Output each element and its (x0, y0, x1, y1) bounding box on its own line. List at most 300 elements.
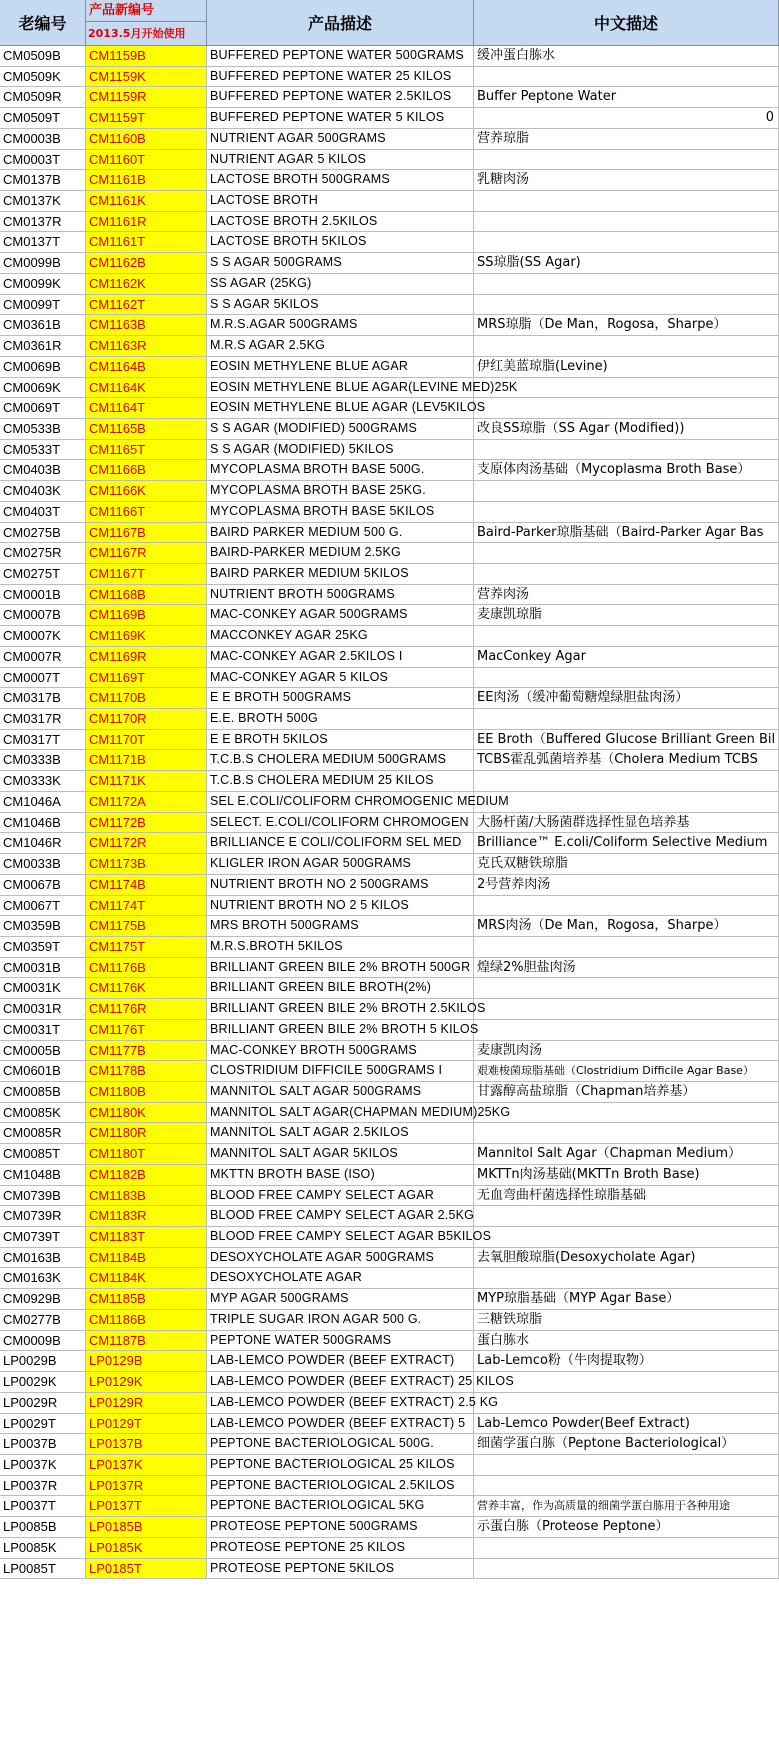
cell-product-desc[interactable] (207, 108, 474, 129)
cell-new-code[interactable] (86, 1310, 207, 1331)
cell-new-code[interactable] (86, 191, 207, 212)
cell-new-code[interactable] (86, 1186, 207, 1207)
cell-old-code[interactable] (0, 1206, 86, 1227)
cell-new-code[interactable] (86, 1372, 207, 1393)
cell-new-code[interactable] (86, 1414, 207, 1435)
cell-product-desc[interactable] (207, 1393, 499, 1414)
cell-old-code[interactable] (0, 668, 86, 689)
cell-new-code[interactable] (86, 1517, 207, 1538)
cell-old-code[interactable] (0, 709, 86, 730)
cell-product-desc[interactable] (207, 875, 474, 896)
cell-old-code[interactable] (0, 813, 86, 834)
cell-chinese-desc[interactable] (474, 1165, 779, 1186)
cell-chinese-desc[interactable] (474, 1144, 779, 1165)
cell-chinese-desc[interactable] (474, 523, 779, 544)
cell-chinese-desc[interactable] (474, 833, 779, 854)
cell-chinese-desc[interactable] (474, 336, 779, 357)
cell-old-code[interactable] (0, 937, 86, 958)
cell-old-code[interactable] (0, 336, 86, 357)
cell-chinese-desc[interactable] (474, 357, 779, 378)
cell-new-code[interactable] (86, 67, 207, 88)
cell-new-code[interactable] (86, 833, 207, 854)
cell-new-code[interactable] (86, 1496, 207, 1517)
cell-chinese-desc[interactable] (474, 1020, 779, 1041)
cell-new-code[interactable] (86, 1061, 207, 1082)
cell-old-code[interactable] (0, 232, 86, 253)
header-old-code[interactable] (0, 0, 86, 46)
cell-chinese-desc[interactable] (474, 605, 779, 626)
cell-chinese-desc[interactable] (474, 792, 779, 813)
cell-product-desc[interactable] (207, 274, 474, 295)
cell-chinese-desc[interactable] (474, 813, 779, 834)
cell-product-desc[interactable] (207, 170, 474, 191)
cell-new-code[interactable] (86, 170, 207, 191)
cell-new-code[interactable] (86, 1144, 207, 1165)
cell-product-desc[interactable] (207, 605, 474, 626)
cell-chinese-desc[interactable] (474, 1476, 779, 1497)
cell-chinese-desc[interactable] (474, 1517, 779, 1538)
cell-new-code[interactable] (86, 440, 207, 461)
cell-chinese-desc[interactable] (474, 585, 779, 606)
cell-new-code[interactable] (86, 896, 207, 917)
cell-old-code[interactable] (0, 999, 86, 1020)
cell-product-desc[interactable] (207, 150, 474, 171)
cell-new-code[interactable] (86, 626, 207, 647)
cell-new-code[interactable] (86, 1331, 207, 1352)
cell-product-desc[interactable] (207, 336, 474, 357)
cell-chinese-desc[interactable] (474, 1041, 779, 1062)
cell-product-desc[interactable] (207, 543, 474, 564)
cell-new-code[interactable] (86, 212, 207, 233)
cell-product-desc[interactable] (207, 709, 474, 730)
cell-old-code[interactable] (0, 419, 86, 440)
cell-chinese-desc[interactable] (474, 150, 779, 171)
cell-chinese-desc[interactable] (474, 1351, 779, 1372)
cell-old-code[interactable] (0, 67, 86, 88)
cell-new-code[interactable] (86, 916, 207, 937)
cell-new-code[interactable] (86, 129, 207, 150)
cell-product-desc[interactable] (207, 523, 474, 544)
cell-new-code[interactable] (86, 274, 207, 295)
cell-new-code[interactable] (86, 1206, 207, 1227)
cell-old-code[interactable] (0, 1414, 86, 1435)
cell-new-code[interactable] (86, 1041, 207, 1062)
cell-new-code[interactable] (86, 1227, 207, 1248)
cell-new-code[interactable] (86, 1123, 207, 1144)
cell-new-code[interactable] (86, 1268, 207, 1289)
cell-product-desc[interactable] (207, 833, 474, 854)
cell-chinese-desc[interactable] (474, 46, 779, 67)
cell-chinese-desc[interactable] (474, 1061, 779, 1082)
cell-old-code[interactable] (0, 1103, 86, 1124)
cell-old-code[interactable] (0, 170, 86, 191)
cell-old-code[interactable] (0, 108, 86, 129)
cell-old-code[interactable] (0, 1517, 86, 1538)
cell-chinese-desc[interactable] (474, 854, 779, 875)
cell-new-code[interactable] (86, 1020, 207, 1041)
cell-product-desc[interactable] (207, 1020, 479, 1041)
cell-new-code[interactable] (86, 1538, 207, 1559)
cell-product-desc[interactable] (207, 1455, 474, 1476)
cell-new-code[interactable] (86, 978, 207, 999)
cell-chinese-desc[interactable] (474, 1331, 779, 1352)
cell-product-desc[interactable] (207, 937, 474, 958)
cell-chinese-desc[interactable] (474, 232, 779, 253)
cell-product-desc[interactable] (207, 1206, 474, 1227)
cell-old-code[interactable] (0, 1165, 86, 1186)
cell-new-code[interactable] (86, 295, 207, 316)
cell-new-code[interactable] (86, 605, 207, 626)
cell-old-code[interactable] (0, 543, 86, 564)
cell-old-code[interactable] (0, 916, 86, 937)
cell-chinese-desc[interactable] (474, 1123, 779, 1144)
cell-product-desc[interactable] (207, 585, 474, 606)
cell-old-code[interactable] (0, 87, 86, 108)
cell-new-code[interactable] (86, 1393, 207, 1414)
cell-new-code[interactable] (86, 481, 207, 502)
cell-new-code[interactable] (86, 937, 207, 958)
cell-chinese-desc[interactable] (474, 191, 779, 212)
cell-old-code[interactable] (0, 440, 86, 461)
cell-chinese-desc[interactable] (474, 916, 779, 937)
cell-old-code[interactable] (0, 398, 86, 419)
cell-product-desc[interactable] (207, 1434, 474, 1455)
cell-new-code[interactable] (86, 108, 207, 129)
cell-old-code[interactable] (0, 854, 86, 875)
cell-product-desc[interactable] (207, 1123, 474, 1144)
cell-product-desc[interactable] (207, 1186, 474, 1207)
cell-chinese-desc[interactable] (474, 419, 779, 440)
cell-chinese-desc[interactable] (474, 647, 779, 668)
cell-chinese-desc[interactable] (474, 1268, 779, 1289)
cell-old-code[interactable] (0, 274, 86, 295)
cell-product-desc[interactable] (207, 813, 474, 834)
cell-new-code[interactable] (86, 460, 207, 481)
cell-old-code[interactable] (0, 1268, 86, 1289)
cell-old-code[interactable] (0, 295, 86, 316)
cell-new-code[interactable] (86, 709, 207, 730)
cell-chinese-desc[interactable] (474, 1186, 779, 1207)
cell-old-code[interactable] (0, 647, 86, 668)
header-new-code[interactable] (86, 0, 207, 46)
cell-chinese-desc[interactable] (474, 1496, 779, 1517)
cell-chinese-desc[interactable] (474, 688, 779, 709)
cell-product-desc[interactable] (207, 1372, 514, 1393)
cell-chinese-desc[interactable] (474, 87, 779, 108)
cell-product-desc[interactable] (207, 647, 474, 668)
cell-chinese-desc[interactable] (474, 274, 779, 295)
cell-chinese-desc[interactable] (474, 170, 779, 191)
cell-product-desc[interactable] (207, 1268, 474, 1289)
cell-new-code[interactable] (86, 378, 207, 399)
cell-chinese-desc[interactable] (474, 398, 779, 419)
cell-chinese-desc[interactable] (474, 378, 779, 399)
cell-new-code[interactable] (86, 792, 207, 813)
cell-chinese-desc[interactable] (474, 1227, 779, 1248)
cell-product-desc[interactable] (207, 1082, 474, 1103)
cell-product-desc[interactable] (207, 129, 474, 150)
cell-product-desc[interactable] (207, 67, 474, 88)
cell-new-code[interactable] (86, 771, 207, 792)
cell-new-code[interactable] (86, 1351, 207, 1372)
header-product-desc[interactable] (207, 0, 474, 46)
cell-chinese-desc[interactable] (474, 730, 779, 751)
cell-chinese-desc[interactable] (474, 999, 779, 1020)
cell-old-code[interactable] (0, 771, 86, 792)
cell-chinese-desc[interactable] (474, 315, 779, 336)
cell-product-desc[interactable] (207, 295, 474, 316)
cell-old-code[interactable] (0, 1061, 86, 1082)
cell-new-code[interactable] (86, 1455, 207, 1476)
cell-product-desc[interactable] (207, 978, 474, 999)
cell-new-code[interactable] (86, 688, 207, 709)
cell-product-desc[interactable] (207, 440, 474, 461)
cell-product-desc[interactable] (207, 460, 474, 481)
cell-chinese-desc[interactable] (474, 1414, 779, 1435)
cell-old-code[interactable] (0, 378, 86, 399)
cell-old-code[interactable] (0, 150, 86, 171)
cell-product-desc[interactable] (207, 1227, 492, 1248)
cell-product-desc[interactable] (207, 916, 474, 937)
cell-old-code[interactable] (0, 1538, 86, 1559)
cell-old-code[interactable] (0, 978, 86, 999)
cell-old-code[interactable] (0, 750, 86, 771)
cell-old-code[interactable] (0, 1476, 86, 1497)
cell-new-code[interactable] (86, 419, 207, 440)
cell-old-code[interactable] (0, 1559, 86, 1580)
cell-old-code[interactable] (0, 1393, 86, 1414)
cell-old-code[interactable] (0, 605, 86, 626)
cell-old-code[interactable] (0, 523, 86, 544)
cell-product-desc[interactable] (207, 1289, 474, 1310)
cell-old-code[interactable] (0, 1020, 86, 1041)
cell-chinese-desc[interactable] (474, 440, 779, 461)
cell-new-code[interactable] (86, 46, 207, 67)
cell-new-code[interactable] (86, 999, 207, 1020)
cell-product-desc[interactable] (207, 688, 474, 709)
cell-product-desc[interactable] (207, 668, 474, 689)
cell-product-desc[interactable] (207, 958, 474, 979)
cell-old-code[interactable] (0, 1310, 86, 1331)
cell-new-code[interactable] (86, 1476, 207, 1497)
cell-new-code[interactable] (86, 232, 207, 253)
cell-chinese-desc[interactable] (474, 626, 779, 647)
cell-new-code[interactable] (86, 1082, 207, 1103)
cell-old-code[interactable] (0, 875, 86, 896)
cell-chinese-desc[interactable] (474, 108, 779, 129)
cell-new-code[interactable] (86, 398, 207, 419)
cell-old-code[interactable] (0, 626, 86, 647)
cell-chinese-desc[interactable] (474, 1538, 779, 1559)
cell-chinese-desc[interactable] (474, 709, 779, 730)
cell-product-desc[interactable] (207, 1103, 511, 1124)
cell-old-code[interactable] (0, 792, 86, 813)
cell-new-code[interactable] (86, 523, 207, 544)
cell-product-desc[interactable] (207, 1310, 474, 1331)
cell-new-code[interactable] (86, 1559, 207, 1580)
cell-product-desc[interactable] (207, 419, 474, 440)
cell-old-code[interactable] (0, 460, 86, 481)
cell-product-desc[interactable] (207, 750, 474, 771)
cell-chinese-desc[interactable] (474, 564, 779, 585)
cell-product-desc[interactable] (207, 398, 486, 419)
cell-new-code[interactable] (86, 730, 207, 751)
cell-product-desc[interactable] (207, 626, 474, 647)
cell-chinese-desc[interactable] (474, 1559, 779, 1580)
cell-chinese-desc[interactable] (474, 481, 779, 502)
cell-new-code[interactable] (86, 854, 207, 875)
cell-product-desc[interactable] (207, 378, 518, 399)
cell-chinese-desc[interactable] (474, 1455, 779, 1476)
cell-new-code[interactable] (86, 502, 207, 523)
cell-chinese-desc[interactable] (474, 875, 779, 896)
cell-chinese-desc[interactable] (474, 1289, 779, 1310)
cell-product-desc[interactable] (207, 1476, 474, 1497)
cell-chinese-desc[interactable] (474, 212, 779, 233)
cell-chinese-desc[interactable] (474, 771, 779, 792)
cell-chinese-desc[interactable] (474, 129, 779, 150)
cell-old-code[interactable] (0, 1331, 86, 1352)
cell-new-code[interactable] (86, 647, 207, 668)
cell-new-code[interactable] (86, 585, 207, 606)
cell-product-desc[interactable] (207, 771, 474, 792)
cell-chinese-desc[interactable] (474, 502, 779, 523)
cell-chinese-desc[interactable] (474, 295, 779, 316)
cell-product-desc[interactable] (207, 1517, 474, 1538)
cell-new-code[interactable] (86, 253, 207, 274)
cell-product-desc[interactable] (207, 212, 474, 233)
cell-new-code[interactable] (86, 150, 207, 171)
cell-old-code[interactable] (0, 564, 86, 585)
cell-old-code[interactable] (0, 1248, 86, 1269)
cell-new-code[interactable] (86, 813, 207, 834)
cell-chinese-desc[interactable] (474, 1393, 779, 1414)
cell-new-code[interactable] (86, 564, 207, 585)
cell-new-code[interactable] (86, 315, 207, 336)
cell-old-code[interactable] (0, 1351, 86, 1372)
cell-product-desc[interactable] (207, 1496, 474, 1517)
cell-new-code[interactable] (86, 357, 207, 378)
cell-new-code[interactable] (86, 1103, 207, 1124)
cell-old-code[interactable] (0, 46, 86, 67)
cell-old-code[interactable] (0, 315, 86, 336)
cell-old-code[interactable] (0, 357, 86, 378)
cell-new-code[interactable] (86, 543, 207, 564)
cell-product-desc[interactable] (207, 1559, 474, 1580)
cell-chinese-desc[interactable] (474, 543, 779, 564)
cell-new-code[interactable] (86, 87, 207, 108)
cell-product-desc[interactable] (207, 191, 474, 212)
cell-chinese-desc[interactable] (474, 978, 779, 999)
cell-old-code[interactable] (0, 896, 86, 917)
cell-chinese-desc[interactable] (474, 958, 779, 979)
cell-product-desc[interactable] (207, 730, 474, 751)
cell-new-code[interactable] (86, 1289, 207, 1310)
cell-product-desc[interactable] (207, 315, 474, 336)
cell-old-code[interactable] (0, 1227, 86, 1248)
cell-chinese-desc[interactable] (474, 1372, 779, 1393)
cell-old-code[interactable] (0, 129, 86, 150)
cell-new-code[interactable] (86, 1434, 207, 1455)
cell-product-desc[interactable] (207, 87, 474, 108)
cell-old-code[interactable] (0, 1496, 86, 1517)
cell-product-desc[interactable] (207, 1351, 474, 1372)
cell-old-code[interactable] (0, 1123, 86, 1144)
cell-product-desc[interactable] (207, 1144, 474, 1165)
cell-product-desc[interactable] (207, 502, 474, 523)
cell-chinese-desc[interactable] (474, 253, 779, 274)
cell-product-desc[interactable] (207, 1041, 474, 1062)
cell-old-code[interactable] (0, 1186, 86, 1207)
cell-product-desc[interactable] (207, 481, 474, 502)
cell-product-desc[interactable] (207, 1331, 474, 1352)
cell-old-code[interactable] (0, 1082, 86, 1103)
cell-chinese-desc[interactable] (474, 1082, 779, 1103)
cell-chinese-desc[interactable] (474, 896, 779, 917)
cell-old-code[interactable] (0, 1434, 86, 1455)
cell-old-code[interactable] (0, 1144, 86, 1165)
cell-old-code[interactable] (0, 585, 86, 606)
cell-product-desc[interactable] (207, 1538, 474, 1559)
cell-chinese-desc[interactable] (474, 460, 779, 481)
cell-product-desc[interactable] (207, 1165, 474, 1186)
cell-new-code[interactable] (86, 668, 207, 689)
cell-old-code[interactable] (0, 481, 86, 502)
cell-chinese-desc[interactable] (474, 67, 779, 88)
cell-old-code[interactable] (0, 730, 86, 751)
cell-product-desc[interactable] (207, 232, 474, 253)
cell-old-code[interactable] (0, 958, 86, 979)
cell-new-code[interactable] (86, 1165, 207, 1186)
cell-new-code[interactable] (86, 875, 207, 896)
cell-old-code[interactable] (0, 688, 86, 709)
cell-chinese-desc[interactable] (474, 937, 779, 958)
cell-chinese-desc[interactable] (474, 750, 779, 771)
cell-chinese-desc[interactable] (474, 1248, 779, 1269)
cell-product-desc[interactable] (207, 253, 474, 274)
cell-product-desc[interactable] (207, 564, 474, 585)
cell-product-desc[interactable] (207, 1248, 474, 1269)
cell-product-desc[interactable] (207, 854, 474, 875)
cell-new-code[interactable] (86, 750, 207, 771)
cell-old-code[interactable] (0, 502, 86, 523)
cell-chinese-desc[interactable] (474, 1206, 779, 1227)
cell-old-code[interactable] (0, 1455, 86, 1476)
cell-product-desc[interactable] (207, 46, 474, 67)
cell-product-desc[interactable] (207, 792, 509, 813)
cell-old-code[interactable] (0, 253, 86, 274)
cell-new-code[interactable] (86, 336, 207, 357)
cell-product-desc[interactable] (207, 999, 486, 1020)
cell-old-code[interactable] (0, 833, 86, 854)
cell-new-code[interactable] (86, 958, 207, 979)
cell-old-code[interactable] (0, 212, 86, 233)
cell-chinese-desc[interactable] (474, 1103, 779, 1124)
cell-old-code[interactable] (0, 1041, 86, 1062)
cell-product-desc[interactable] (207, 896, 474, 917)
cell-old-code[interactable] (0, 1372, 86, 1393)
header-chinese-desc[interactable] (474, 0, 779, 46)
cell-old-code[interactable] (0, 191, 86, 212)
cell-product-desc[interactable] (207, 1414, 474, 1435)
cell-chinese-desc[interactable] (474, 1310, 779, 1331)
cell-product-desc[interactable] (207, 1061, 474, 1082)
cell-chinese-desc[interactable] (474, 1434, 779, 1455)
cell-old-code[interactable] (0, 1289, 86, 1310)
cell-chinese-desc[interactable] (474, 668, 779, 689)
cell-new-code[interactable] (86, 1248, 207, 1269)
cell-product-desc[interactable] (207, 357, 474, 378)
